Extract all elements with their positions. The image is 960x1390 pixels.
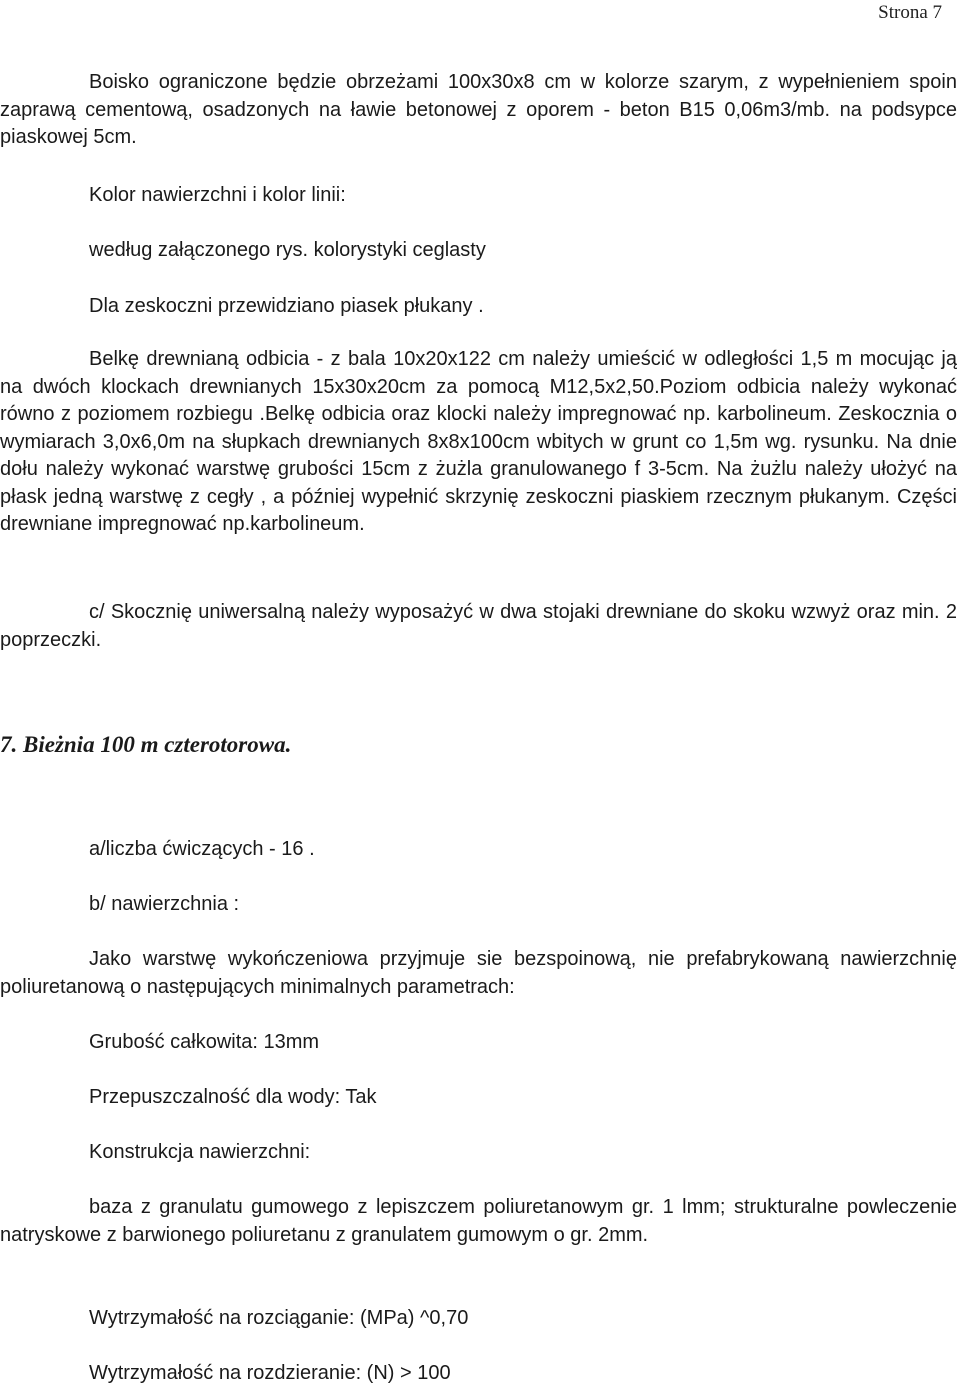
paragraph-color-scheme: według załączonego rys. kolorystyki ceglasty: [89, 239, 486, 261]
param-tensile-strength: Wytrzymałość na rozciąganie: (MPa) ^0,70: [89, 1307, 469, 1329]
page-number: Strona 7: [878, 2, 942, 23]
item-surface: b/ nawierzchnia :: [89, 893, 240, 915]
paragraph-takeoff-board: Belkę drewnianą odbicia - z bala 10x20x122 cm należy umieścić w odległości 1,5 m mocując ją na dwóch klockach drewnianych 15x30x20cm za pomocą M12,5x2,50.Poziom odbicia należy wykonać równo z poziomem rozbiegu .Belkę odbicia oraz klocki należy impregnować np. karbolineum. Zeskocznia o wymiarach 3,0x6,0m na słupkach drewnianych 8x8x100cm wbitych w grunt co 1,5m wg. rysunku. Na dnie dołu należy wykonać warstwę grubości 15cm z żużla granulowanego f 3-5cm. Na żużlu należy ułożyć na płask jedną warstwę z cegły , a później wypełnić skrzynię zeskoczni piaskiem rzecznym płukanym. Części drewniane impregnować np.karbolineum.: [0, 348, 957, 535]
paragraph-construction-detail: baza z granulatu gumowego z lepiszczem poliuretanowym gr. 1 lmm; strukturalne powleczenie natryskowe z barwionego poliuretanu z granulatem gumowym o gr. 2mm.: [0, 1196, 957, 1246]
paragraph-sand: Dla zeskoczni przewidziano piasek płukany .: [89, 295, 484, 317]
paragraph-surface-color: Kolor nawierzchni i kolor linii:: [89, 184, 346, 206]
param-construction: Konstrukcja nawierzchni:: [89, 1141, 311, 1163]
paragraph-curbs: Boisko ograniczone będzie obrzeżami 100x30x8 cm w kolorze szarym, z wypełnieniem spoin zaprawą cementową, osadzonych na ławie betonowej z oporem - beton B15 0,06m3/mb. na podsypce piaskowej 5cm.: [0, 71, 957, 148]
param-thickness: Grubość całkowita: 13mm: [89, 1031, 320, 1053]
param-tear-strength: Wytrzymałość na rozdzieranie: (N) > 100: [89, 1362, 451, 1384]
item-participants: a/liczba ćwiczących - 16 .: [89, 838, 315, 860]
param-permeability: Przepuszczalność dla wody: Tak: [89, 1086, 377, 1108]
paragraph-high-jump: c/ Skocznię uniwersalną należy wyposażyć w dwa stojaki drewniane do skoku wzwyż oraz min. 2 poprzeczki.: [0, 601, 957, 651]
section-heading: 7. Bieżnia 100 m czterotorowa.: [0, 732, 292, 757]
paragraph-finish-layer: Jako warstwę wykończeniowa przyjmuje sie bezspoinową, nie prefabrykowaną nawierzchnię poliuretanową o następujących minimalnych parametrach:: [0, 948, 957, 998]
